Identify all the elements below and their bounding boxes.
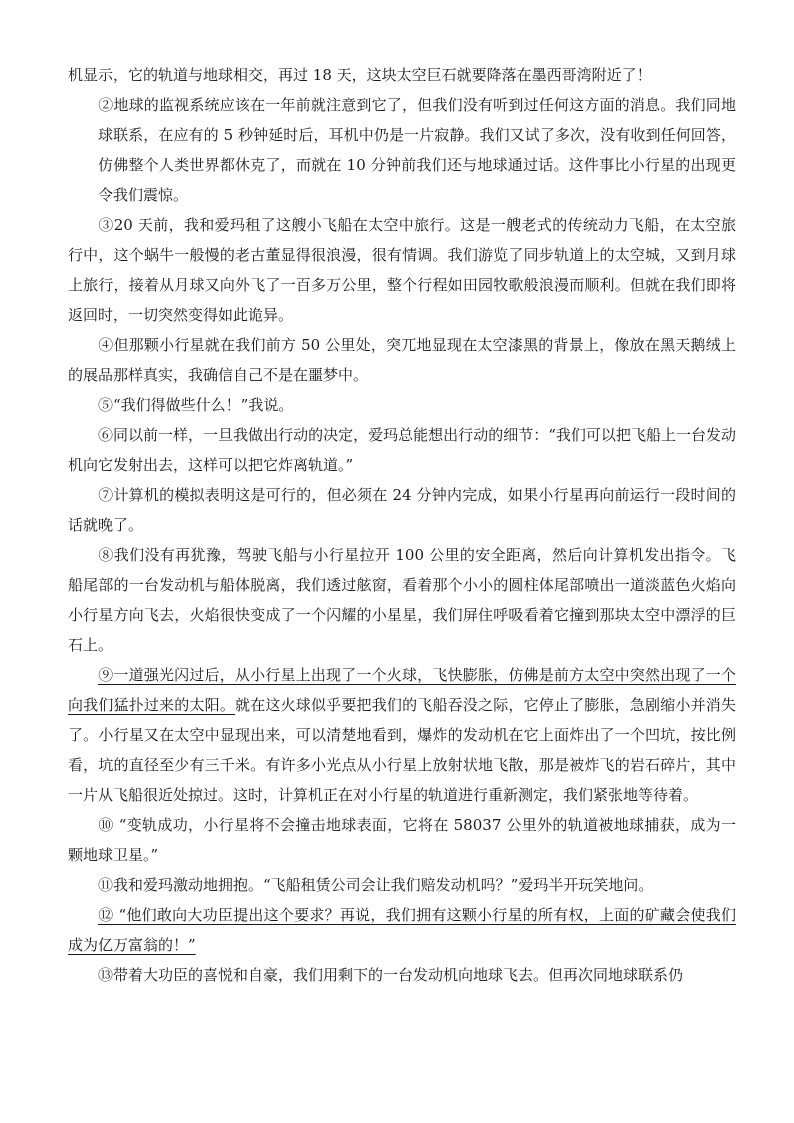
paragraph-12 bbox=[68, 900, 736, 960]
paragraph-11-text: ⑪我和爱玛激动地拥抱。“飞船租赁公司会让我们赔发动机吗？”爱玛半开玩笑地问。 bbox=[98, 876, 654, 894]
paragraph-8-text: ⑧我们没有再犹豫，驾驶飞船与小行星拉开 100 公里的安全距离，然后向计算机发出指令。飞船尾部的一台发动机与船体脱离，我们透过舷窗，看着那个小小的圆柱体尾部喷出一道淡蓝色火焰向小行星方向飞去，火焰很快变成了一个闪耀的小星星，我们屏住呼吸看着它撞到那块太空中漂浮的巨石上。 bbox=[68, 546, 736, 654]
paragraph-3-text: ③20 天前，我和爱玛租了这艘小飞船在太空中旅行。这是一艘老式的传统动力飞船，在太空旅行中，这个蜗牛一般慢的老古董显得很浪漫，很有情调。我们游览了同步轨道上的太空城，又到月球上旅行，接着从月球又向外飞了一百多万公里，整个行程如田园牧歌般浪漫而顺利。但就在我们即将返回时，一切突然变得如此诡异。 bbox=[68, 216, 736, 324]
paragraph-2-text: ②地球的监视系统应该在一年前就注意到它了，但我们没有听到过任何这方面的消息。我们同地球联系，在应有的 5 秒钟延时后，耳机中仍是一片寂静。我们又试了多次，没有收到任何回答，仿佛整个人类世界都休克了，而就在 10 分钟前我们还与地球通过话。这件事比小行星的出现更令我们震惊。 bbox=[98, 96, 736, 204]
paragraph-1: 机显示，它的轨道与地球相交，再过 18 天，这块太空巨石就要降落在墨西哥湾附近了！ bbox=[68, 66, 652, 84]
paragraph-10 bbox=[68, 810, 736, 870]
paragraph-9-underlined: ⑨一道强光闪过后，从小行星上出现了一个火球，飞快膨胀，仿佛是前方太空中突然出现了一个向我们猛扑过来的太阳。 bbox=[68, 666, 736, 714]
paragraph-7-text: ⑦计算机的模拟表明这是可行的，但必须在 24 分钟内完成，如果小行星再向前运行一段时间的话就晚了。 bbox=[68, 486, 736, 534]
paragraph-8 bbox=[68, 540, 736, 660]
paragraph-5 bbox=[68, 390, 736, 420]
paragraph-13-text: ⑬带着大功臣的喜悦和自豪，我们用剩下的一台发动机向地球飞去。但再次同地球联系仍 bbox=[98, 966, 684, 984]
paragraph-3 bbox=[68, 210, 736, 330]
paragraph-2 bbox=[68, 90, 736, 210]
paragraph-5-text: ⑤“我们得做些什么！”我说。 bbox=[98, 396, 294, 414]
document-page bbox=[68, 60, 736, 990]
paragraph-4 bbox=[68, 330, 736, 390]
paragraph-12-underlined: ⑫ “他们敢向大功臣提出这个要求？再说，我们拥有这颗小行星的所有权，上面的矿藏会使我们成为亿万富翁的！” bbox=[68, 906, 736, 954]
paragraph-13 bbox=[68, 960, 736, 990]
paragraph-4-text: ④但那颗小行星就在我们前方 50 公里处，突兀地显现在太空漆黑的背景上，像放在黑天鹅绒上的展品那样真实，我确信自己不是在噩梦中。 bbox=[68, 336, 736, 384]
paragraph-7 bbox=[68, 480, 736, 540]
paragraph-9 bbox=[68, 660, 736, 810]
paragraph-6 bbox=[68, 420, 736, 480]
paragraph-6-text: ⑥同以前一样，一旦我做出行动的决定，爱玛总能想出行动的细节：“我们可以把飞船上一台发动机向它发射出去，这样可以把它炸离轨道。” bbox=[68, 426, 736, 474]
paragraph-10-text: ⑩ “变轨成功，小行星将不会撞击地球表面，它将在 58037 公里外的轨道被地球捕获，成为一颗地球卫星。” bbox=[68, 816, 736, 864]
paragraph-9-text: 就在这火球似乎要把我们的飞船吞没之际，它停止了膨胀，急剧缩小并消失了。小行星又在太空中显现出来，可以清楚地看到，爆炸的发动机在它上面炸出了一个凹坑，按比例看，坑的直径至少有三千米。有许多小光点从小行星上放射状地飞散，那是被炸飞的岩石碎片，其中一片从飞船很近处掠过。这时，计算机正在对小行星的轨道进行重新测定，我们紧张地等待着。 bbox=[68, 696, 736, 804]
paragraph-11 bbox=[68, 870, 736, 900]
